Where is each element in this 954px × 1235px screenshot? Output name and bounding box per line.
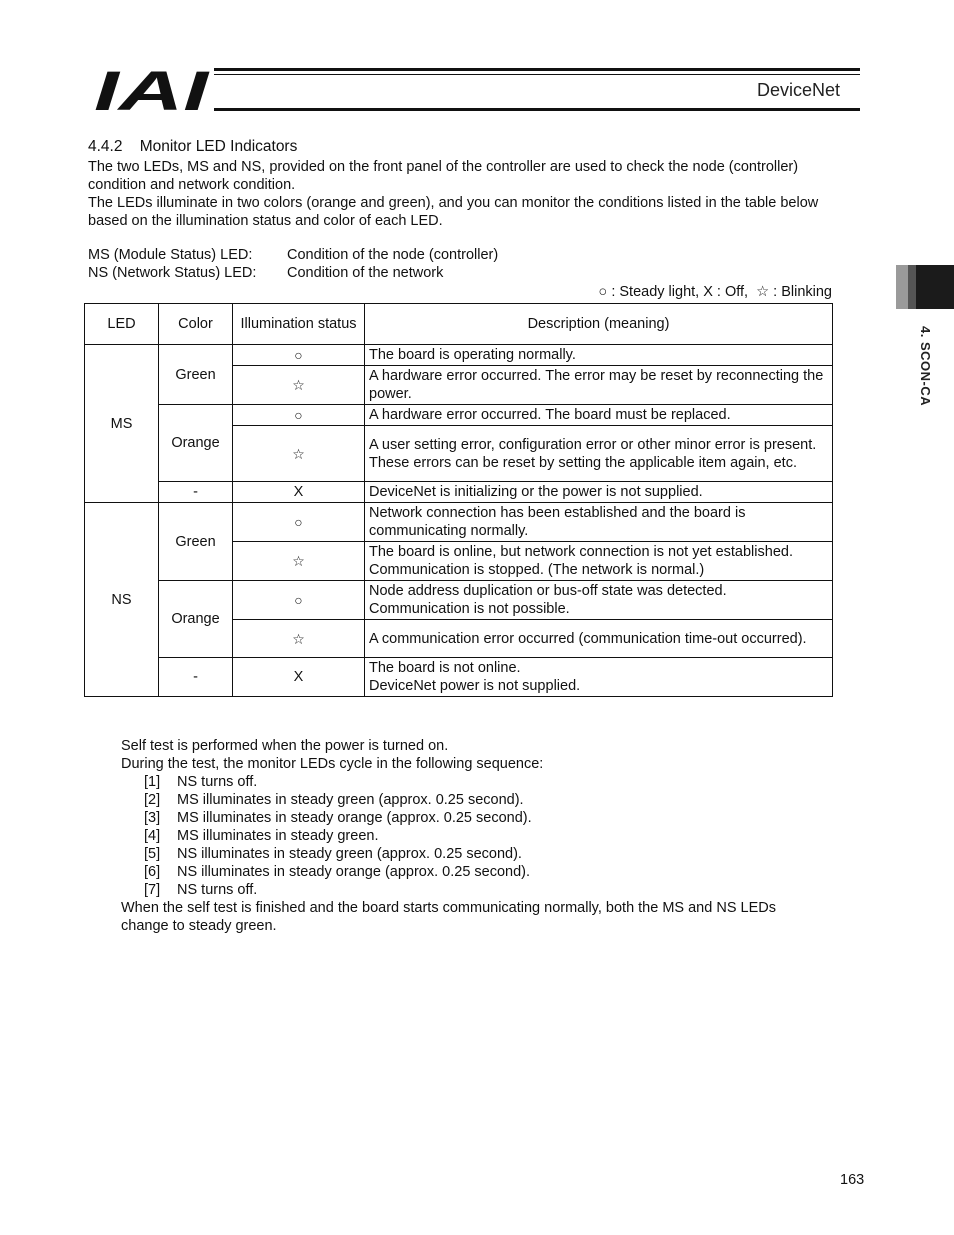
description-cell: Node address duplication or bus-off state was detected. Communication is not possible. <box>365 581 833 620</box>
list-item <box>144 845 532 863</box>
description-cell: A hardware error occurred. The board must be replaced. <box>365 405 833 426</box>
step-number: [7] <box>144 882 161 898</box>
chapter-tab <box>896 265 954 309</box>
step-number: [1] <box>144 774 161 790</box>
header-rule-top <box>214 68 860 71</box>
page-number: 163 <box>840 1172 865 1188</box>
list-item <box>144 827 532 845</box>
table-row <box>85 658 833 697</box>
color-cell-green: Green <box>159 503 233 581</box>
step-text: MS illuminates in steady orange (approx. 0.25 second). <box>177 810 532 826</box>
list-item <box>144 881 532 899</box>
description-cell: A hardware error occurred. The error may be reset by reconnecting the power. <box>365 366 833 405</box>
step-text: MS illuminates in steady green. <box>177 828 379 844</box>
table-row <box>85 345 833 366</box>
self-test-line: During the test, the monitor LEDs cycle in the following sequence: <box>121 756 544 772</box>
chapter-tab-label: 4. SCON-CA <box>918 326 933 407</box>
list-item <box>144 809 532 827</box>
ms-definition-key: MS (Module Status) LED: <box>88 247 253 263</box>
header-title: DeviceNet <box>756 80 840 100</box>
step-text: NS illuminates in steady green (approx. 0.25 second). <box>177 846 522 862</box>
color-cell-orange: Orange <box>159 581 233 658</box>
status-off-icon: X <box>233 482 365 503</box>
intro-paragraph <box>88 158 878 230</box>
color-cell-none: - <box>159 658 233 697</box>
step-number: [6] <box>144 864 161 880</box>
header-rule-mid <box>214 74 860 75</box>
step-text: NS illuminates in steady orange (approx. 0.25 second). <box>177 864 531 880</box>
color-cell-orange: Orange <box>159 405 233 482</box>
step-text: MS illuminates in steady green (approx. 0.25 second). <box>177 792 524 808</box>
closing-line: change to steady green. <box>121 918 277 934</box>
description-cell: The board is operating normally. <box>365 345 833 366</box>
ns-definition-value: Condition of the network <box>287 265 444 281</box>
self-test-sequence <box>144 773 532 899</box>
intro-line: condition and network condition. <box>88 177 296 193</box>
header-led: LED <box>85 304 159 345</box>
description-cell: A user setting error, configuration error or other minor error is present. These errors can be reset by setting the applicable item again, etc. <box>365 426 833 482</box>
table-row <box>85 482 833 503</box>
status-steady-icon: ○ <box>233 581 365 620</box>
iai-logo <box>92 66 210 114</box>
color-cell-green: Green <box>159 345 233 405</box>
ns-definition <box>88 265 443 281</box>
status-blinking-icon: ☆ <box>233 426 365 482</box>
step-number: [5] <box>144 846 161 862</box>
symbol-legend: ○ : Steady light, X : Off, ☆ : Blinking <box>598 284 832 300</box>
led-status-table <box>84 303 833 697</box>
header-description: Description (meaning) <box>365 304 833 345</box>
header-color: Color <box>159 304 233 345</box>
ns-definition-key: NS (Network Status) LED: <box>88 265 257 281</box>
step-text: NS turns off. <box>177 774 258 790</box>
self-test-line: Self test is performed when the power is turned on. <box>121 738 449 754</box>
list-item <box>144 863 532 881</box>
intro-line: based on the illumination status and color of each LED. <box>88 213 443 229</box>
description-cell: DeviceNet is initializing or the power is not supplied. <box>365 482 833 503</box>
table-row <box>85 405 833 426</box>
closing-line: When the self test is finished and the board starts communicating normally, both the MS and NS LEDs <box>121 900 776 916</box>
header-illumination: Illumination status <box>233 304 365 345</box>
table-row <box>85 503 833 542</box>
intro-line: The LEDs illuminate in two colors (orange and green), and you can monitor the conditions listed in the table below <box>88 195 819 211</box>
self-test-intro <box>121 737 543 773</box>
intro-line: The two LEDs, MS and NS, provided on the front panel of the controller are used to check the node (controller) <box>88 159 799 175</box>
step-number: [3] <box>144 810 161 826</box>
table-row <box>85 581 833 620</box>
description-cell: A communication error occurred (communication time-out occurred). <box>365 620 833 658</box>
ms-definition <box>88 247 498 263</box>
ms-definition-value: Condition of the node (controller) <box>287 247 499 263</box>
status-off-icon: X <box>233 658 365 697</box>
description-cell: The board is not online. DeviceNet power is not supplied. <box>365 658 833 697</box>
status-steady-icon: ○ <box>233 503 365 542</box>
color-cell-none: - <box>159 482 233 503</box>
step-number: [2] <box>144 792 161 808</box>
self-test-closing <box>121 899 776 935</box>
led-cell-ms: MS <box>85 345 159 503</box>
status-blinking-icon: ☆ <box>233 542 365 581</box>
table-header-row <box>85 304 833 345</box>
section-heading: 4.4.2 Monitor LED Indicators <box>88 138 298 155</box>
status-blinking-icon: ☆ <box>233 366 365 405</box>
header-rule-bottom <box>214 108 860 111</box>
status-steady-icon: ○ <box>233 405 365 426</box>
led-cell-ns: NS <box>85 503 159 697</box>
status-steady-icon: ○ <box>233 345 365 366</box>
list-item <box>144 791 532 809</box>
status-blinking-icon: ☆ <box>233 620 365 658</box>
step-number: [4] <box>144 828 161 844</box>
logo-text: IAI <box>94 66 210 114</box>
description-cell: The board is online, but network connection is not yet established. Communication is stopped. (The network is normal.) <box>365 542 833 581</box>
description-cell: Network connection has been established and the board is communicating normally. <box>365 503 833 542</box>
step-text: NS turns off. <box>177 882 258 898</box>
list-item <box>144 773 532 791</box>
